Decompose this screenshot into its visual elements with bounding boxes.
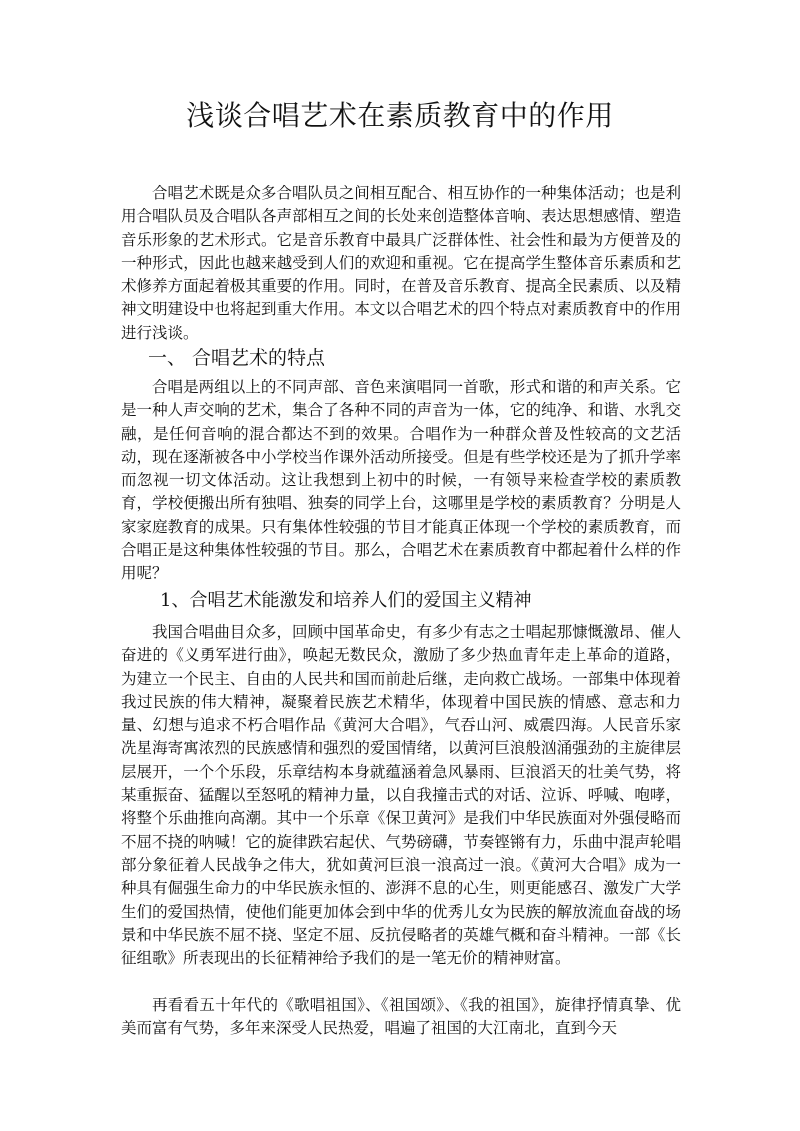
section-heading-features: 一、 合唱艺术的特点 — [148, 347, 326, 369]
subsection-heading-patriotism: 1、合唱艺术能激发和培养人们的爱国主义精神 — [160, 590, 532, 611]
subsection-paragraph-patriotism-2: 再看看五十年代的《歌唱祖国》、《祖国颂》、《我的祖国》，旋律抒情真挚、优美而富有气势，多年来深受人民热爱，唱遍了祖国的大江南北，直到今天 — [121, 996, 681, 1038]
document-title: 浅谈合唱艺术在素质教育中的作用 — [186, 99, 614, 132]
subsection-paragraph-patriotism-1: 我国合唱曲目众多，回顾中国革命史，有多少有志之士唱起那慷慨激昂、催人奋进的《义勇军进行曲》，唤起无数民众，激励了多少热血青年走上革命的道路，为建立一个民主、自由的人民共和国而前赴后继，走向救亡战场。一部集中体现着我过民族的伟大精神，凝聚着民族艺术精华，体现着中国民族的情感、意志和力量、幻想与追求不朽合唱作品《黄河大合唱》，气吞山河、威震四海。人民音乐家冼星海寄寓浓烈的民族感情和强烈的爱国情绪，以黄河巨浪般汹涌强劲的主旋律层层展开，一个个乐段，乐章结构本身就蕴涵着急风暴雨、巨浪滔天的壮美气势，将某重振奋、猛醒以至怒吼的精神力量，以自我撞击式的对话、泣诉、呼喊、咆哮，将整个乐曲推向高潮。其中一个乐章《保卫黄河》是我们中华民族面对外强侵略而不屈不挠的呐喊！它的旋律跌宕起伏、气势磅礴，节奏铿锵有力，乐曲中混声轮唱部分象征着人民战争之伟大，犹如黄河巨浪一浪高过一浪。《黄河大合唱》成为一种具有倔强生命力的中华民族永恒的、澎湃不息的心生，则更能感召、激发广大学生们的爱国热情，使他们能更加体会到中华的优秀儿女为民族的解放流血奋战的场景和中华民族不屈不挠、坚定不屈、反抗侵略者的英雄气概和奋斗精神。一部《长征组歌》所表现出的长征精神给予我们的是一笔无价的精神财富。 — [121, 623, 681, 968]
section-paragraph-features: 合唱是两组以上的不同声部、音色来演唱同一首歌，形式和谐的和声关系。它是一种人声交响的艺术，集合了各种不同的声音为一体，它的纯净、和谐、水乳交融，是任何音响的混合都达不到的效果。合唱作为一种群众普及性较高的文艺活动，现在逐渐被各中小学校当作课外活动所接受。但是有些学校还是为了抓升学率而忽视一切文体活动。这让我想到上初中的时候，一有领导来检查学校的素质教育，学校便搬出所有独唱、独奏的同学上台，这哪里是学校的素质教育？分明是人家家庭教育的成果。只有集体性较强的节目才能真正体现一个学校的素质教育，而合唱正是这种集体性较强的节目。那么，合唱艺术在素质教育中都起着什么样的作用呢？ — [121, 378, 681, 583]
intro-paragraph: 合唱艺术既是众多合唱队员之间相互配合、相互协作的一种集体活动；也是利用合唱队员及合唱队各声部相互之间的长处来创造整体音响、表达思想感情、塑造音乐形象的艺术形式。它是音乐教育中最具广泛群体性、社会性和最为方便普及的一种形式，因此也越来越受到人们的欢迎和重视。它在提高学生整体音乐素质和艺术修养方面起着极其重要的作用。同时，在普及音乐教育、提高全民素质、以及精神文明建设中也将起到重大作用。本文以合唱艺术的四个特点对素质教育中的作用进行浅谈。 — [121, 184, 681, 342]
